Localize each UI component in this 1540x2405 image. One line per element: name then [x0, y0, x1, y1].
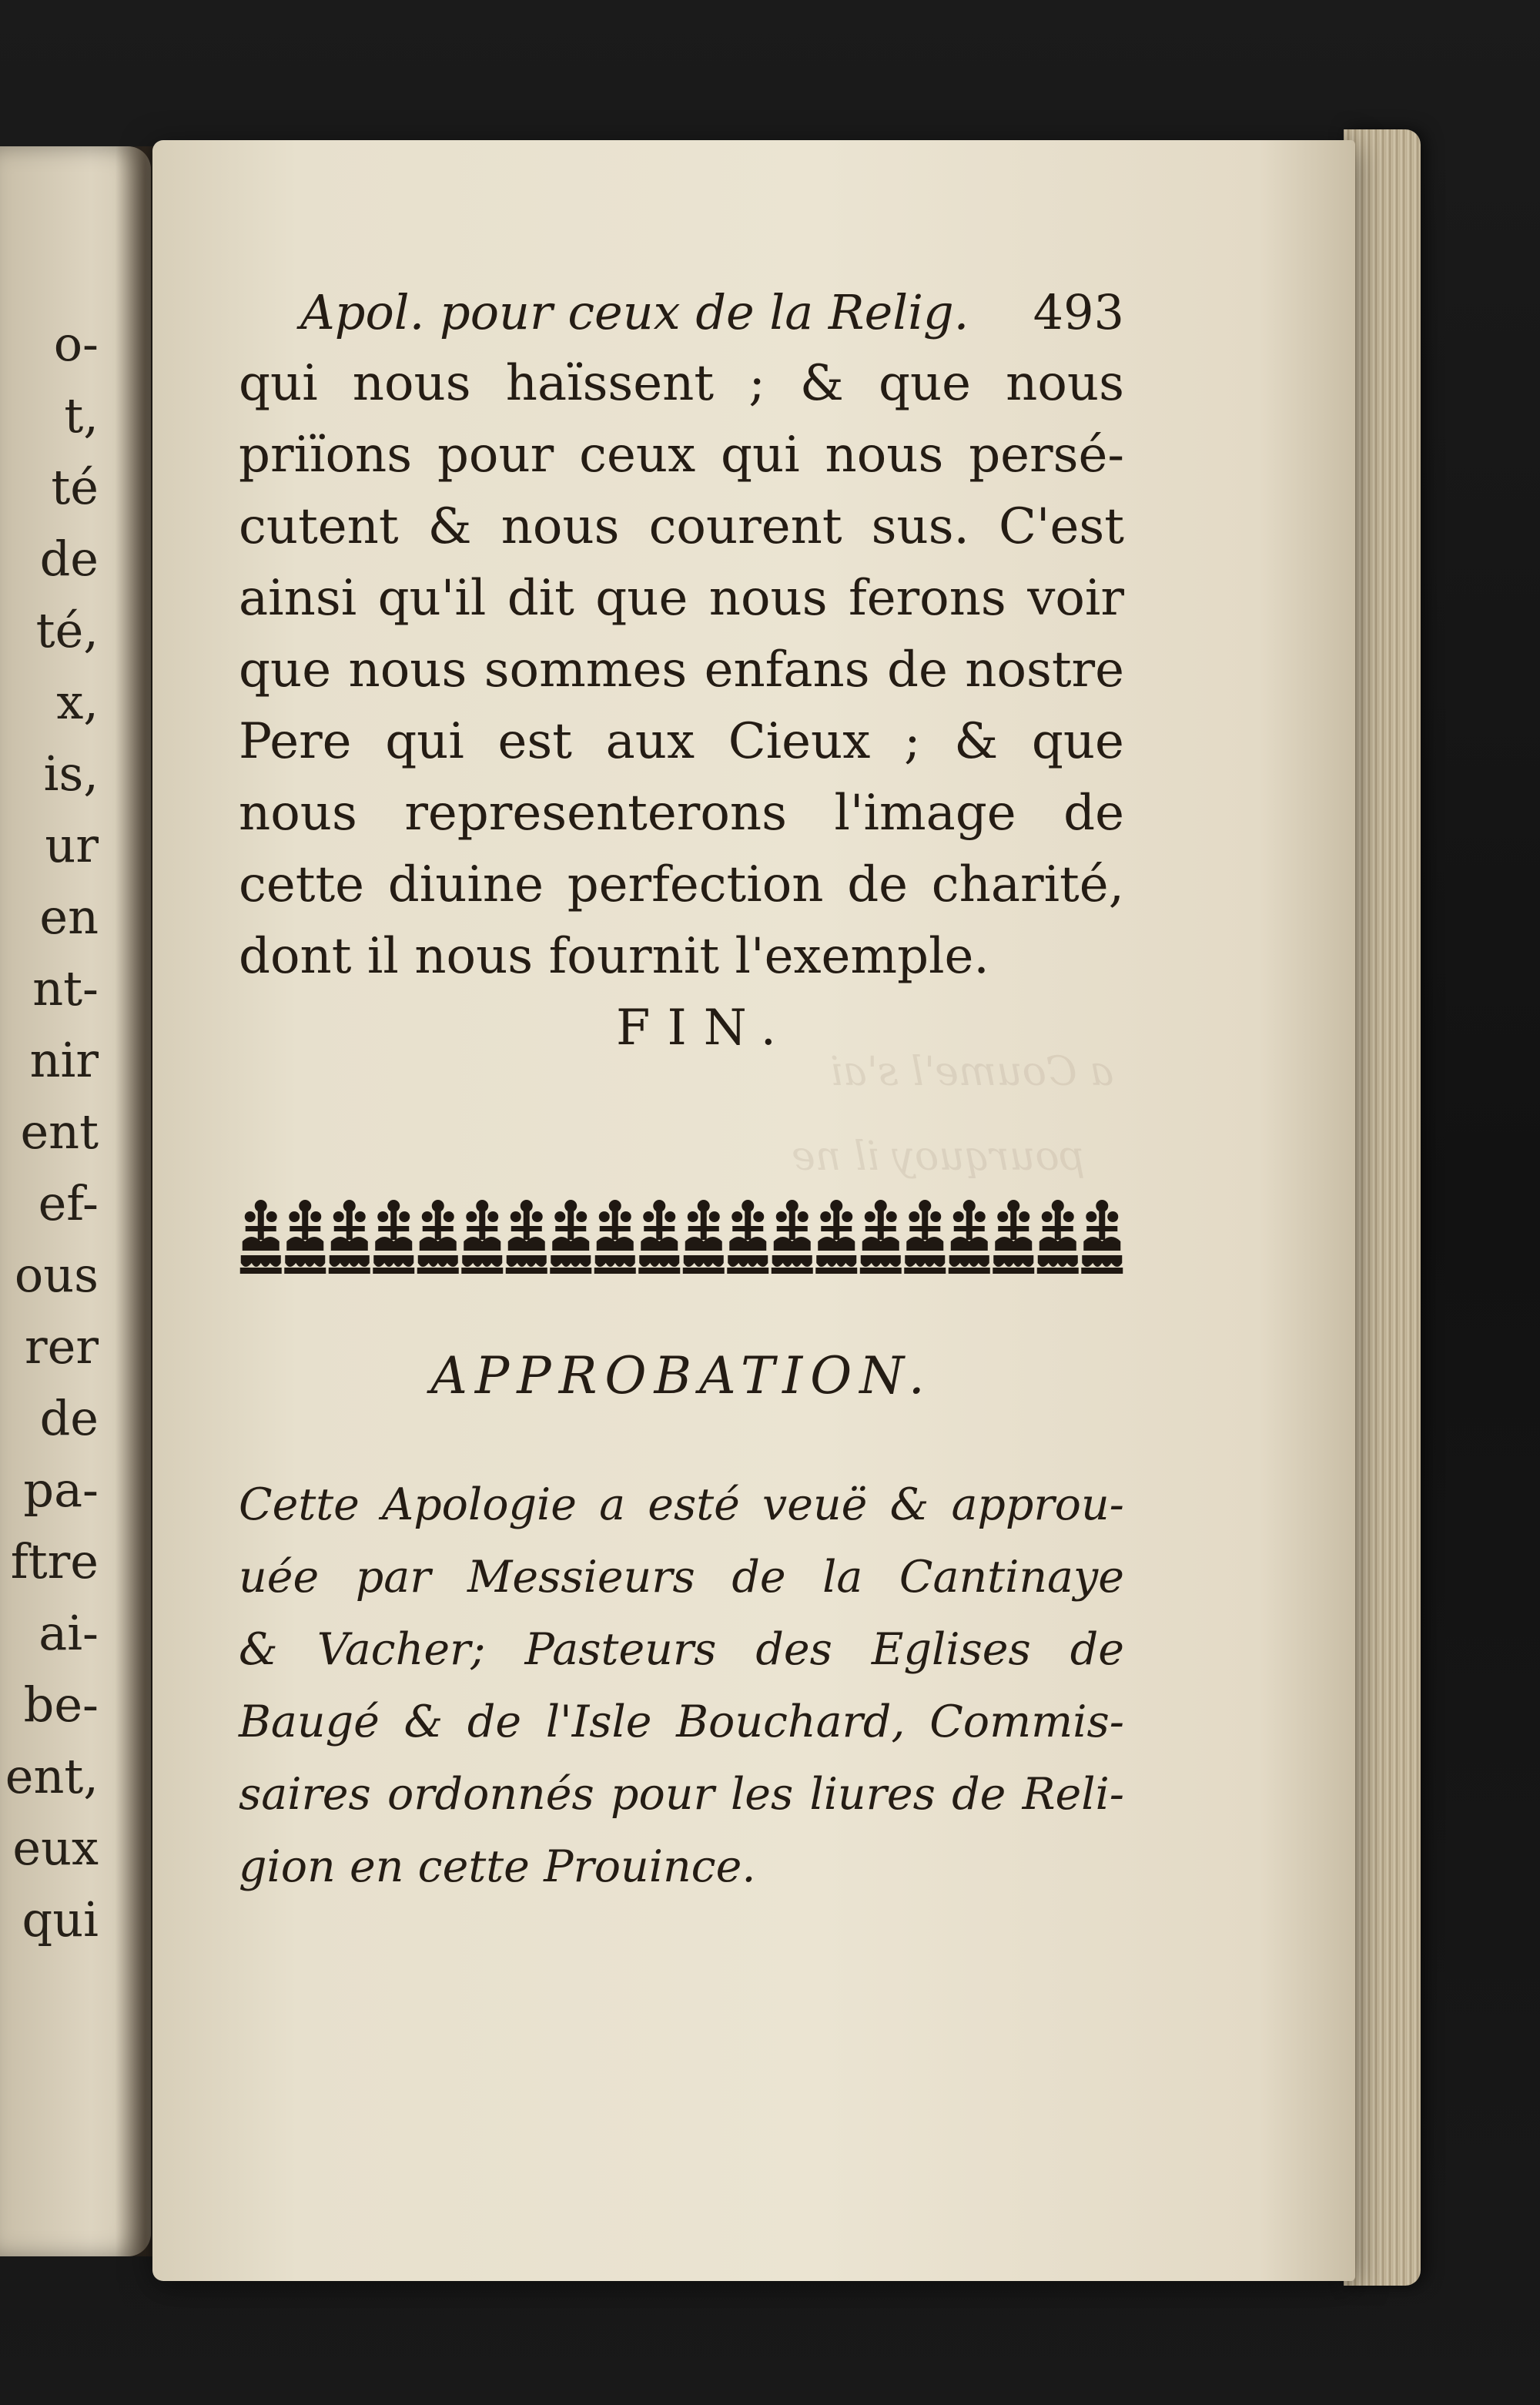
- word: sus.: [871, 498, 969, 555]
- page-content: [239, 277, 1124, 1903]
- word: &: [954, 713, 999, 770]
- word: Bouchard,: [676, 1697, 906, 1747]
- word: gion: [239, 1841, 336, 1892]
- fleuron-icon: [594, 1200, 636, 1274]
- facing-line-fragment: ef-: [38, 1175, 99, 1231]
- approbation-line: [239, 1541, 1124, 1613]
- word: que: [595, 570, 688, 627]
- body-text: [239, 348, 1124, 993]
- fleuron-icon: [550, 1200, 591, 1274]
- word: enfans: [704, 641, 870, 698]
- fleuron-icon: [860, 1200, 902, 1274]
- approbation-line: [239, 1758, 1124, 1831]
- word: Cette: [239, 1479, 360, 1530]
- running-title: Apol. pour ceux de la Relig.: [300, 284, 969, 340]
- fleuron-icon: [417, 1200, 459, 1274]
- fleuron-icon: [638, 1200, 680, 1274]
- word: que: [878, 355, 972, 412]
- word: C'est: [998, 498, 1124, 555]
- facing-line-fragment: is,: [43, 745, 99, 802]
- facing-line-fragment: en: [39, 889, 99, 945]
- fleuron-icon: [815, 1200, 857, 1274]
- word: Eglises: [871, 1624, 1031, 1675]
- word: diuine: [387, 856, 544, 913]
- word: aux: [605, 713, 695, 770]
- facing-line-fragment: nt-: [32, 960, 99, 1017]
- fleuron-icon: [1081, 1200, 1123, 1274]
- facing-page-text: [0, 308, 99, 1955]
- facing-line-fragment: qui: [22, 1891, 99, 1948]
- text-line: [239, 706, 1124, 778]
- text-line: [239, 348, 1124, 420]
- word: les: [731, 1769, 794, 1820]
- word: de: [1070, 1624, 1124, 1675]
- word: voir: [1027, 570, 1124, 627]
- word: cutent: [239, 498, 399, 555]
- facing-line-fragment: eux: [12, 1820, 99, 1876]
- page-edges: [1344, 129, 1421, 2286]
- word: que: [1031, 713, 1124, 770]
- text-line: [239, 921, 1124, 993]
- fleuron-icon: [373, 1200, 414, 1274]
- page-number: 493: [1033, 284, 1124, 340]
- word: nous: [414, 928, 534, 985]
- word: Commis-: [929, 1697, 1124, 1747]
- word: dont: [239, 928, 352, 985]
- word: pour: [610, 1769, 715, 1820]
- word: il: [367, 928, 399, 985]
- word: charité,: [931, 856, 1124, 913]
- fleuron-icon: [1037, 1200, 1079, 1274]
- word: sommes: [484, 641, 688, 698]
- facing-line-fragment: ous: [14, 1247, 99, 1303]
- facing-line-fragment: té,: [35, 602, 99, 658]
- facing-line-fragment: de: [39, 531, 99, 587]
- word: representerons: [404, 785, 787, 842]
- word: l'image: [834, 785, 1016, 842]
- word: nous: [239, 785, 357, 842]
- word: que: [239, 641, 332, 698]
- word: veuë: [762, 1479, 868, 1530]
- fleuron-icon: [461, 1200, 503, 1274]
- word: dit: [507, 570, 574, 627]
- word: qu'il: [377, 570, 487, 627]
- word: nous: [825, 427, 944, 484]
- word: est: [497, 713, 572, 770]
- word: persé-: [969, 427, 1124, 484]
- approbation-line: [239, 1469, 1124, 1541]
- word: courent: [648, 498, 842, 555]
- word: Cantinaye: [899, 1552, 1124, 1603]
- word: nous: [352, 355, 471, 412]
- word: Messieurs: [467, 1552, 695, 1603]
- word: cette: [417, 1841, 530, 1892]
- word: Prouince.: [544, 1841, 756, 1892]
- fleuron-icon: [240, 1200, 282, 1274]
- word: &: [889, 1479, 929, 1530]
- word: &: [403, 1697, 444, 1747]
- fin-marker: FIN.: [616, 1000, 793, 1057]
- word: nous: [708, 570, 828, 627]
- word: liures: [809, 1769, 936, 1820]
- facing-line-fragment: x,: [56, 674, 99, 730]
- word: saires: [239, 1769, 371, 1820]
- word: ;: [748, 355, 765, 412]
- word: en: [349, 1841, 404, 1892]
- facing-line-fragment: be-: [23, 1676, 99, 1733]
- word: des: [755, 1624, 832, 1675]
- text-line: [239, 563, 1124, 635]
- word: fournit: [548, 928, 720, 985]
- word: la: [822, 1552, 863, 1603]
- word: qui: [385, 713, 464, 770]
- word: par: [355, 1552, 431, 1603]
- approbation-heading: APPROBATION.: [430, 1346, 932, 1405]
- word: nous: [1006, 355, 1124, 412]
- fleuron-icon: [772, 1200, 813, 1274]
- facing-line-fragment: de: [39, 1390, 99, 1446]
- word: &: [239, 1624, 278, 1675]
- word: uée: [239, 1552, 320, 1603]
- word: qui: [721, 427, 800, 484]
- word: haïssent: [505, 355, 715, 412]
- fleuron-icon: [284, 1200, 326, 1274]
- facing-line-fragment: té: [51, 459, 99, 515]
- facing-line-fragment: ent,: [5, 1748, 99, 1804]
- word: ordonnés: [387, 1769, 594, 1820]
- fleuron-ornament-band: [239, 1195, 1124, 1280]
- word: Baugé: [239, 1697, 380, 1747]
- fleuron-icon: [683, 1200, 725, 1274]
- word: Apologie: [382, 1479, 577, 1530]
- word: de: [467, 1697, 522, 1747]
- facing-line-fragment: o-: [53, 316, 99, 372]
- approbation-line: [239, 1831, 1124, 1903]
- fleuron-icon: [727, 1200, 768, 1274]
- facing-line-fragment: t,: [64, 387, 99, 444]
- word: Cieux: [728, 713, 871, 770]
- text-line: [239, 849, 1124, 921]
- word: nostre: [965, 641, 1124, 698]
- word: de: [886, 641, 948, 698]
- word: de: [952, 1769, 1006, 1820]
- word: &: [799, 355, 844, 412]
- facing-line-fragment: rer: [25, 1318, 99, 1375]
- facing-line-fragment: ur: [45, 817, 99, 873]
- word: ferons: [849, 570, 1006, 627]
- word: nous: [348, 641, 467, 698]
- word: l'exemple.: [735, 928, 989, 985]
- word: cette: [239, 856, 365, 913]
- approbation-line: [239, 1686, 1124, 1758]
- fleuron-icon: [506, 1200, 547, 1274]
- fleuron-icon: [904, 1200, 946, 1274]
- word: Pasteurs: [524, 1624, 717, 1675]
- word: l'Isle: [545, 1697, 652, 1747]
- word: de: [732, 1552, 786, 1603]
- word: ainsi: [239, 570, 357, 627]
- word: a: [599, 1479, 626, 1530]
- word: de: [1063, 785, 1124, 842]
- facing-line-fragment: ftre: [10, 1533, 99, 1589]
- word: approu-: [951, 1479, 1124, 1530]
- approbation-text: [239, 1469, 1124, 1903]
- main-page: a Coume'l s'ai pourquoy il ne: [152, 140, 1355, 2281]
- word: priïons: [239, 427, 413, 484]
- text-line: [239, 420, 1124, 491]
- text-line: [239, 635, 1124, 706]
- word: Vacher;: [316, 1624, 486, 1675]
- fleuron-icon: [329, 1200, 370, 1274]
- word: pour: [437, 427, 554, 484]
- word: qui: [239, 355, 318, 412]
- word: Pere: [239, 713, 352, 770]
- facing-line-fragment: pa-: [23, 1462, 99, 1518]
- word: Reli-: [1022, 1769, 1124, 1820]
- word: perfection: [567, 856, 824, 913]
- running-head: [239, 277, 1124, 348]
- word: esté: [648, 1479, 740, 1530]
- text-line: [239, 491, 1124, 563]
- facing-line-fragment: ai-: [38, 1605, 99, 1661]
- fleuron-icon: [949, 1200, 990, 1274]
- word: &: [427, 498, 472, 555]
- word: nous: [500, 498, 620, 555]
- fleuron-icon: [993, 1200, 1034, 1274]
- word: ;: [904, 713, 921, 770]
- word: ceux: [579, 427, 696, 484]
- text-line: [239, 778, 1124, 849]
- facing-line-fragment: ent: [20, 1104, 99, 1160]
- word: de: [847, 856, 909, 913]
- approbation-line: [239, 1613, 1124, 1686]
- facing-line-fragment: nir: [29, 1032, 99, 1088]
